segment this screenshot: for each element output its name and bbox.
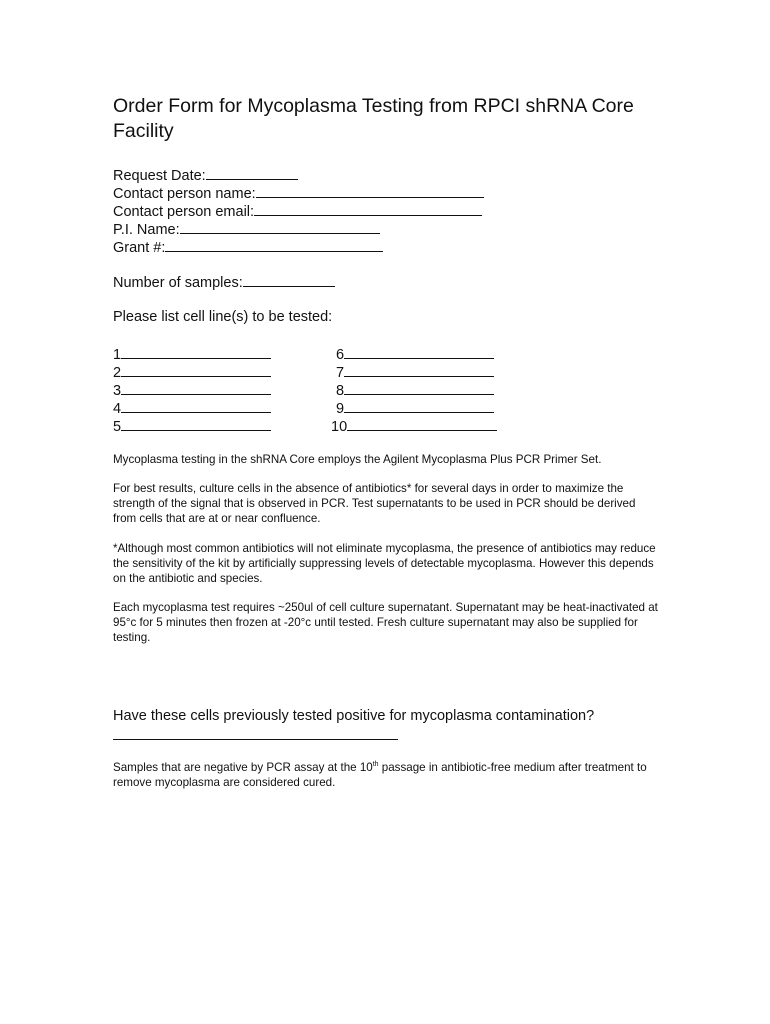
- answer-line[interactable]: [113, 739, 398, 740]
- cured-criteria-note: [113, 760, 658, 790]
- contact-email-field: [113, 201, 482, 221]
- cell-line-blank[interactable]: [344, 398, 494, 413]
- cell-line-number: 8: [336, 383, 345, 399]
- cell-line-blank[interactable]: [347, 416, 497, 431]
- grant-blank[interactable]: [165, 237, 383, 252]
- contact-email-blank[interactable]: [254, 201, 482, 216]
- previous-positive-question: Have these cells previously tested positive for mycoplasma contamination?: [113, 708, 595, 724]
- supernatant-paragraph: Each mycoplasma test requires ~250ul of cell culture supernatant. Supernatant may be heat-inactivated at 95°c for 5 minutes then frozen at -20°c until tested. Fresh culture supernatant may also be supplied for testing.: [113, 601, 658, 645]
- cell-line-number: 6: [336, 347, 345, 363]
- num-samples-field: [113, 272, 335, 292]
- ordinal-suffix: th: [372, 761, 379, 769]
- request-date-label: Request Date:: [113, 168, 206, 184]
- cell-lines-prompt: Please list cell line(s) to be tested:: [113, 309, 333, 325]
- cell-line-blank[interactable]: [344, 380, 494, 395]
- cell-line-row: [113, 398, 271, 418]
- cell-line-row: [113, 362, 271, 382]
- contact-name-blank[interactable]: [256, 183, 484, 198]
- pi-name-blank[interactable]: [180, 219, 380, 234]
- cell-line-row: [336, 344, 494, 364]
- cell-line-number: 10: [331, 419, 348, 435]
- cell-line-row: [336, 362, 494, 382]
- cell-line-blank[interactable]: [121, 380, 271, 395]
- form-title: Order Form for Mycoplasma Testing from RPCI shRNA Core Facility: [113, 95, 634, 142]
- cell-line-row: [113, 416, 271, 436]
- testing-info-paragraph: Mycoplasma testing in the shRNA Core employs the Agilent Mycoplasma Plus PCR Primer Set.: [113, 453, 602, 466]
- cell-line-row: [331, 416, 497, 436]
- cell-line-number: 7: [336, 365, 345, 381]
- cell-line-row: [113, 380, 271, 400]
- cell-line-blank[interactable]: [121, 416, 271, 431]
- num-samples-label: Number of samples:: [113, 275, 243, 291]
- cured-note-text-b: passage in antibiotic-free medium after treatment to remove mycoplasma are considered cured.: [113, 761, 647, 790]
- cell-line-blank[interactable]: [121, 344, 271, 359]
- grant-field: [113, 237, 383, 257]
- contact-email-label: Contact person email:: [113, 204, 255, 220]
- grant-label: Grant #:: [113, 240, 166, 256]
- cured-note-text-a: Samples that are negative by PCR assay at the 10: [113, 761, 373, 774]
- cell-line-number: 4: [113, 401, 122, 417]
- request-date-field: [113, 165, 298, 185]
- antibiotics-note-paragraph: *Although most common antibiotics will not eliminate mycoplasma, the presence of antibiotics may reduce the sensitivity of the kit by artificially suppressing levels of detectable mycoplasma. However this depends on the antibiotic and species.: [113, 542, 656, 586]
- cell-line-number: 1: [113, 347, 122, 363]
- best-results-paragraph: For best results, culture cells in the absence of antibiotics* for several days in order to maximize the strength of the signal that is observed in PCR. Test supernatants to be used in PCR should be derived from cells that are at or near confluence.: [113, 482, 636, 526]
- cell-line-row: [336, 380, 494, 400]
- cell-line-blank[interactable]: [344, 362, 494, 377]
- cell-line-blank[interactable]: [344, 344, 494, 359]
- pi-name-label: P.I. Name:: [113, 222, 180, 238]
- num-samples-blank[interactable]: [243, 272, 335, 287]
- cell-line-number: 5: [113, 419, 122, 435]
- pi-name-field: [113, 219, 380, 239]
- cell-line-blank[interactable]: [121, 398, 271, 413]
- contact-name-label: Contact person name:: [113, 186, 256, 202]
- cell-line-number: 9: [336, 401, 345, 417]
- request-date-blank[interactable]: [206, 165, 298, 180]
- cell-line-number: 2: [113, 365, 122, 381]
- cell-line-blank[interactable]: [121, 362, 271, 377]
- cell-line-row: [113, 344, 271, 364]
- cell-line-number: 3: [113, 383, 122, 399]
- cell-line-row: [336, 398, 494, 418]
- contact-name-field: [113, 183, 484, 203]
